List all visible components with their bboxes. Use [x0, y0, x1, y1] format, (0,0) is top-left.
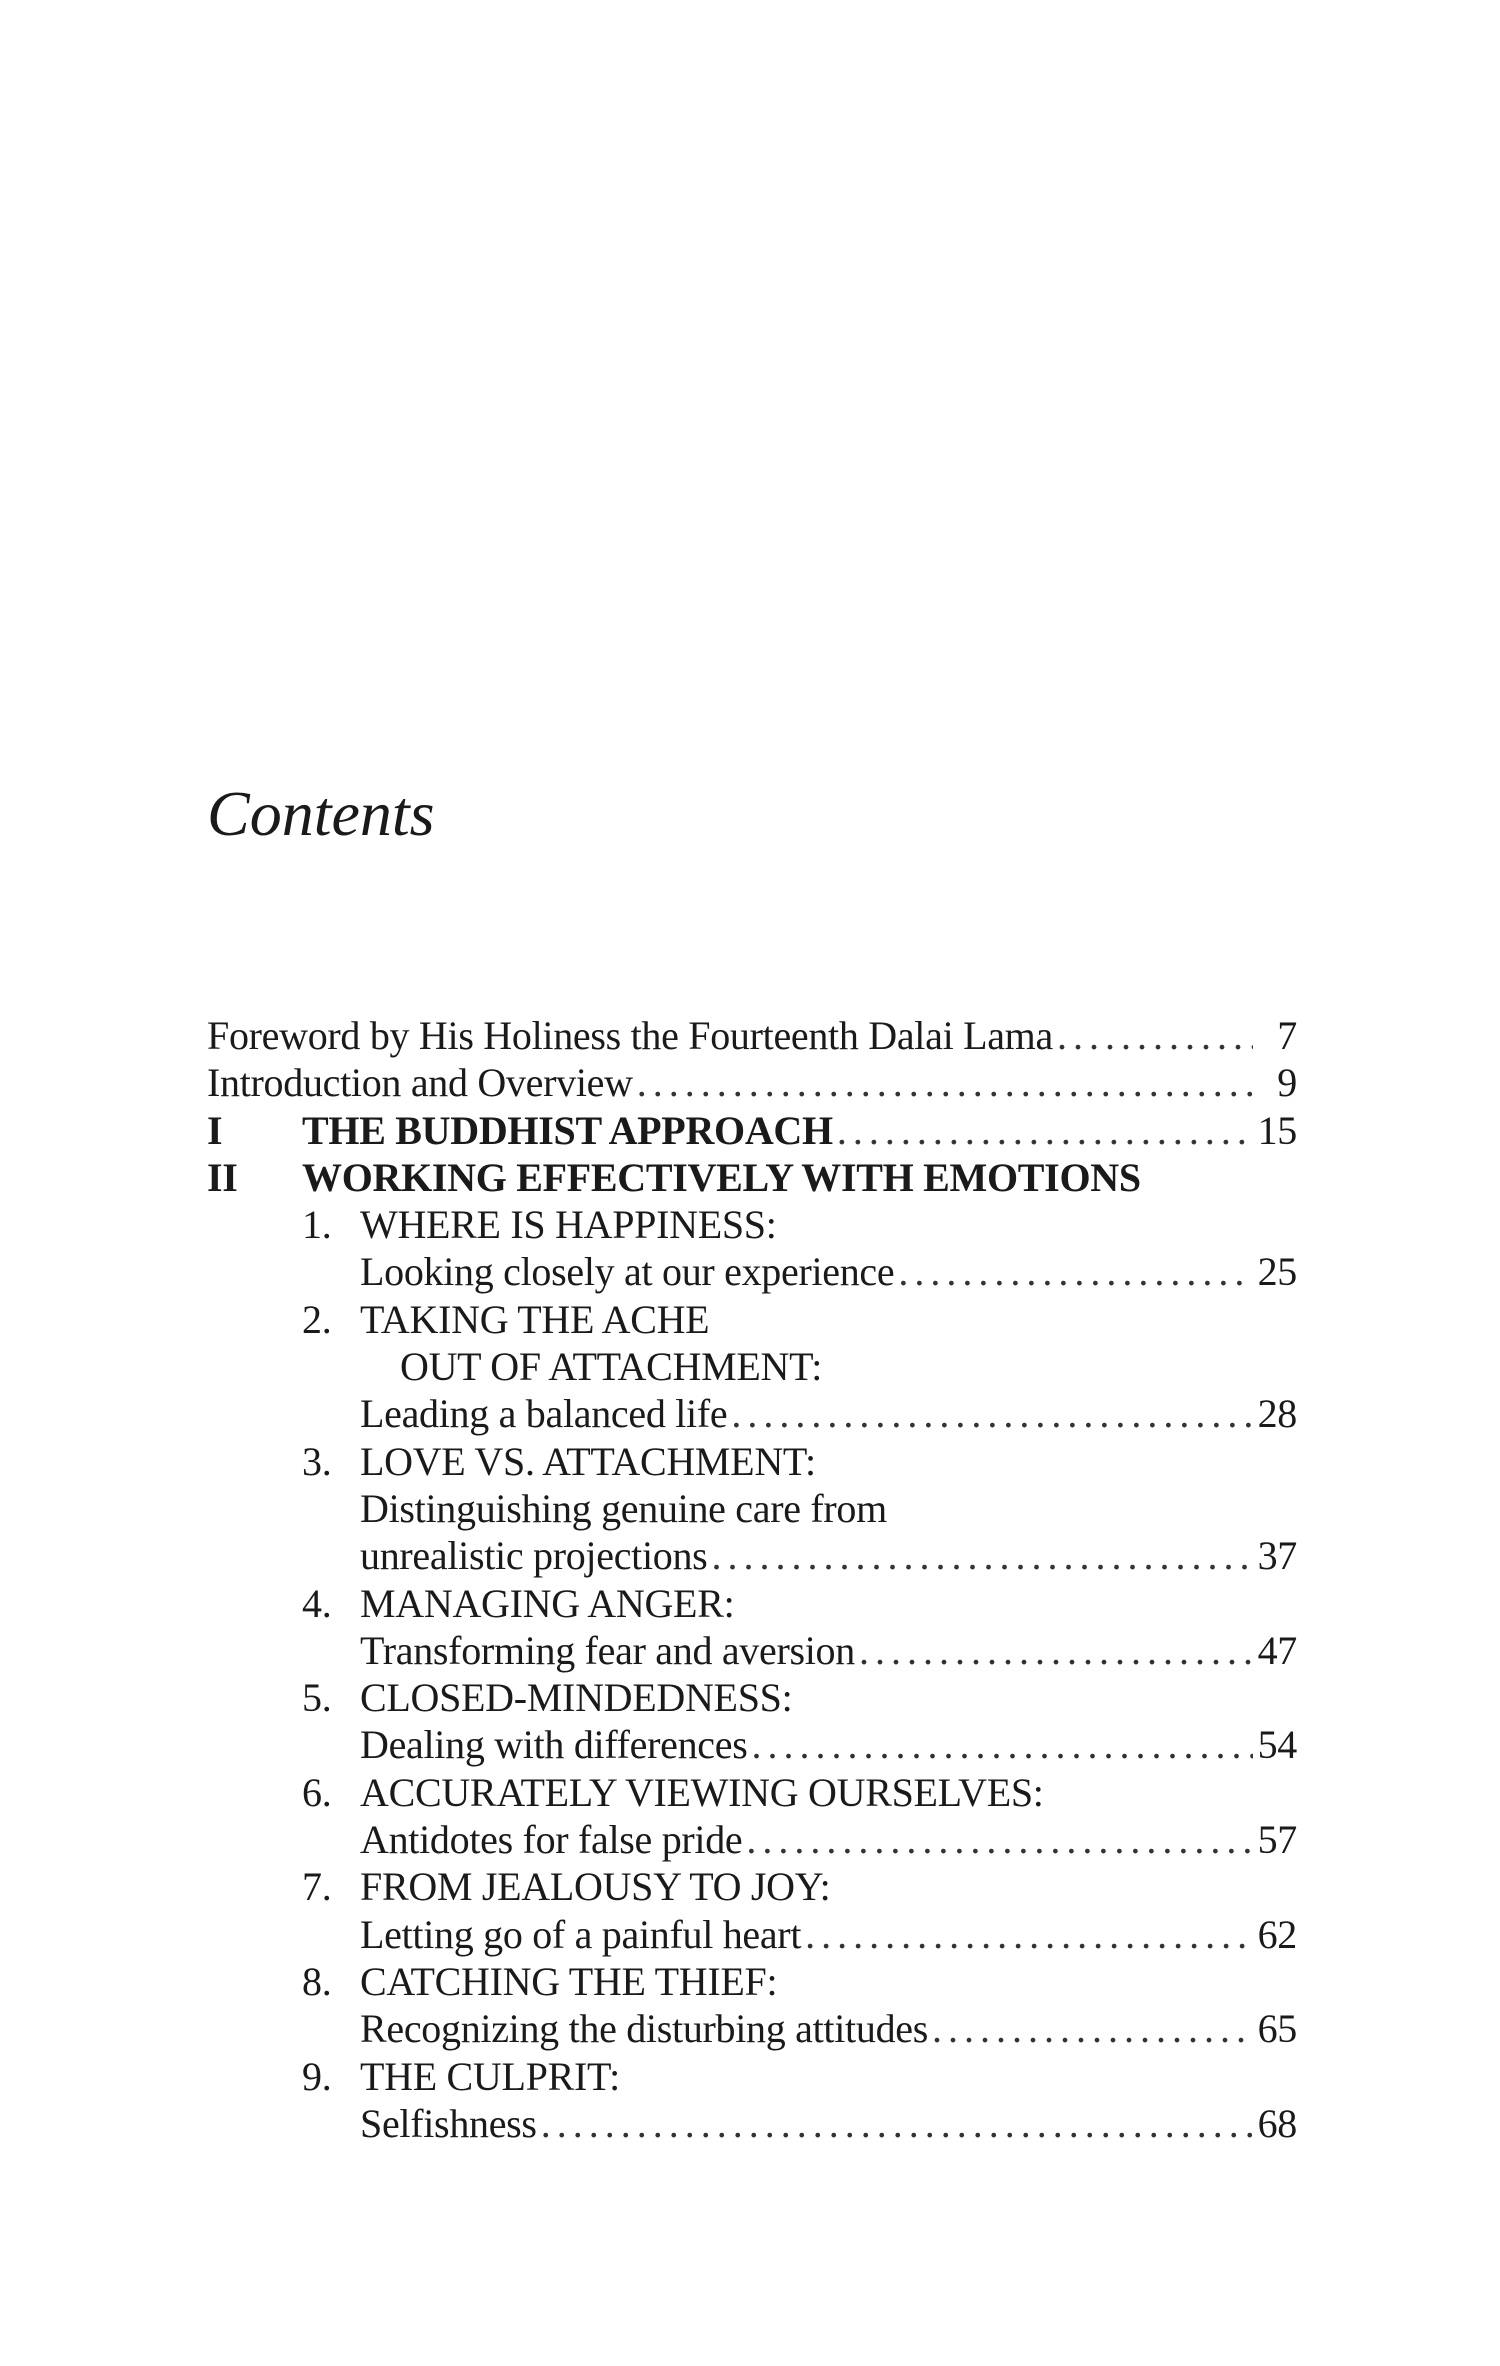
chapter-heading: WHERE IS HAPPINESS:: [360, 1202, 777, 1248]
chapter-heading: OUT OF ATTACHMENT:: [400, 1344, 823, 1390]
chapter-number: 7.: [302, 1864, 332, 1910]
chapter-subtitle: Letting go of a painful heart: [360, 1911, 802, 1957]
chapter-number: 3.: [302, 1438, 332, 1484]
toc-page-number: 68: [1257, 2100, 1297, 2146]
toc-page-number: 28: [1257, 1391, 1297, 1437]
toc-entry-title: WORKING EFFECTIVELY WITH EMOTIONS: [302, 1154, 1141, 1200]
toc-chapter-8[interactable]: [207, 1958, 1297, 2005]
page-title: Contents: [207, 778, 435, 849]
chapter-subtitle: Antidotes for false pride: [360, 1817, 743, 1863]
toc-page-number: 37: [1257, 1533, 1297, 1579]
toc-chapter-7[interactable]: [207, 1863, 1297, 1910]
chapter-heading: THE CULPRIT:: [360, 2053, 620, 2099]
chapter-subtitle: unrealistic projections: [360, 1533, 708, 1579]
chapter-number: 8.: [302, 1958, 332, 2004]
toc-page-number: 15: [1257, 1107, 1297, 1153]
chapter-number: 1.: [302, 1202, 332, 1248]
toc-chapter-4[interactable]: [207, 1580, 1297, 1627]
chapter-number: 4.: [302, 1580, 332, 1626]
chapter-heading: TAKING THE ACHE: [360, 1296, 710, 1342]
dot-leader: [751, 1721, 1253, 1768]
toc-chapter-2-heading-cont: [207, 1343, 1297, 1390]
toc-entry-foreword[interactable]: [207, 1012, 1297, 1059]
chapter-subtitle: Recognizing the disturbing attitudes: [360, 2006, 928, 2052]
toc-chapter-3-subtitle-cont[interactable]: [207, 1532, 1297, 1579]
chapter-subtitle: Distinguishing genuine care from: [360, 1485, 887, 1531]
part-number: II: [207, 1154, 238, 1200]
toc-chapter-2[interactable]: [207, 1296, 1297, 1343]
toc-page-number: 47: [1257, 1627, 1297, 1673]
dot-leader: [1057, 1012, 1253, 1059]
dot-leader: [711, 1532, 1253, 1579]
toc-chapter-4-subtitle[interactable]: [207, 1627, 1297, 1674]
toc-page-number: 7: [1277, 1013, 1297, 1058]
toc-page-number: 62: [1257, 1911, 1297, 1957]
toc-entry-title: THE BUDDHIST APPROACH: [302, 1107, 833, 1153]
chapter-heading: CATCHING THE THIEF:: [360, 1958, 778, 2004]
chapter-subtitle: Looking closely at our experience: [360, 1249, 895, 1295]
dot-leader: [637, 1059, 1253, 1106]
toc-chapter-8-subtitle[interactable]: [207, 2005, 1297, 2052]
chapter-number: 2.: [302, 1296, 332, 1342]
chapter-heading: FROM JEALOUSY TO JOY:: [360, 1864, 831, 1910]
dot-leader: [932, 2005, 1253, 2052]
toc-chapter-5[interactable]: [207, 1674, 1297, 1721]
part-number: I: [207, 1107, 223, 1153]
chapter-heading: MANAGING ANGER:: [360, 1580, 735, 1626]
toc-chapter-3-subtitle: [207, 1485, 1297, 1532]
toc-chapter-1[interactable]: [207, 1201, 1297, 1248]
toc-page-number: 65: [1257, 2006, 1297, 2052]
toc-chapter-6-subtitle[interactable]: [207, 1816, 1297, 1863]
dot-leader: [541, 2100, 1253, 2147]
table-of-contents: [207, 1012, 1297, 2147]
dot-leader: [746, 1816, 1253, 1863]
toc-page-number: 57: [1257, 1817, 1297, 1863]
toc-page-number: 25: [1257, 1249, 1297, 1295]
chapter-subtitle: Transforming fear and aversion: [360, 1627, 855, 1673]
chapter-heading: LOVE VS. ATTACHMENT:: [360, 1438, 816, 1484]
chapter-number: 6.: [302, 1769, 332, 1815]
chapter-subtitle: Selfishness: [360, 2100, 537, 2146]
toc-chapter-9-subtitle[interactable]: [207, 2100, 1297, 2147]
dot-leader: [898, 1248, 1253, 1295]
chapter-subtitle: Dealing with differences: [360, 1722, 748, 1768]
toc-chapter-9[interactable]: [207, 2053, 1297, 2100]
toc-part-2[interactable]: [207, 1154, 1297, 1201]
dot-leader: [837, 1107, 1253, 1154]
chapter-number: 9.: [302, 2053, 332, 2099]
chapter-subtitle: Leading a balanced life: [360, 1391, 728, 1437]
chapter-number: 5.: [302, 1675, 332, 1721]
toc-page-number: 54: [1257, 1722, 1297, 1768]
toc-chapter-3[interactable]: [207, 1438, 1297, 1485]
toc-entry-introduction[interactable]: [207, 1059, 1297, 1106]
toc-entry-title: Introduction and Overview: [207, 1060, 633, 1106]
dot-leader: [731, 1390, 1253, 1437]
toc-chapter-5-subtitle[interactable]: [207, 1721, 1297, 1768]
toc-chapter-2-subtitle[interactable]: [207, 1390, 1297, 1437]
toc-entry-title: Foreword by His Holiness the Fourteenth Dalai Lama: [207, 1013, 1053, 1058]
toc-page-number: 9: [1277, 1060, 1297, 1106]
toc-chapter-6[interactable]: [207, 1769, 1297, 1816]
dot-leader: [859, 1627, 1253, 1674]
chapter-heading: ACCURATELY VIEWING OURSELVES:: [360, 1769, 1044, 1815]
chapter-heading: CLOSED-MINDEDNESS:: [360, 1675, 793, 1721]
toc-chapter-7-subtitle[interactable]: [207, 1911, 1297, 1958]
toc-part-1[interactable]: [207, 1107, 1297, 1154]
toc-chapter-1-subtitle[interactable]: [207, 1248, 1297, 1295]
dot-leader: [805, 1911, 1253, 1958]
